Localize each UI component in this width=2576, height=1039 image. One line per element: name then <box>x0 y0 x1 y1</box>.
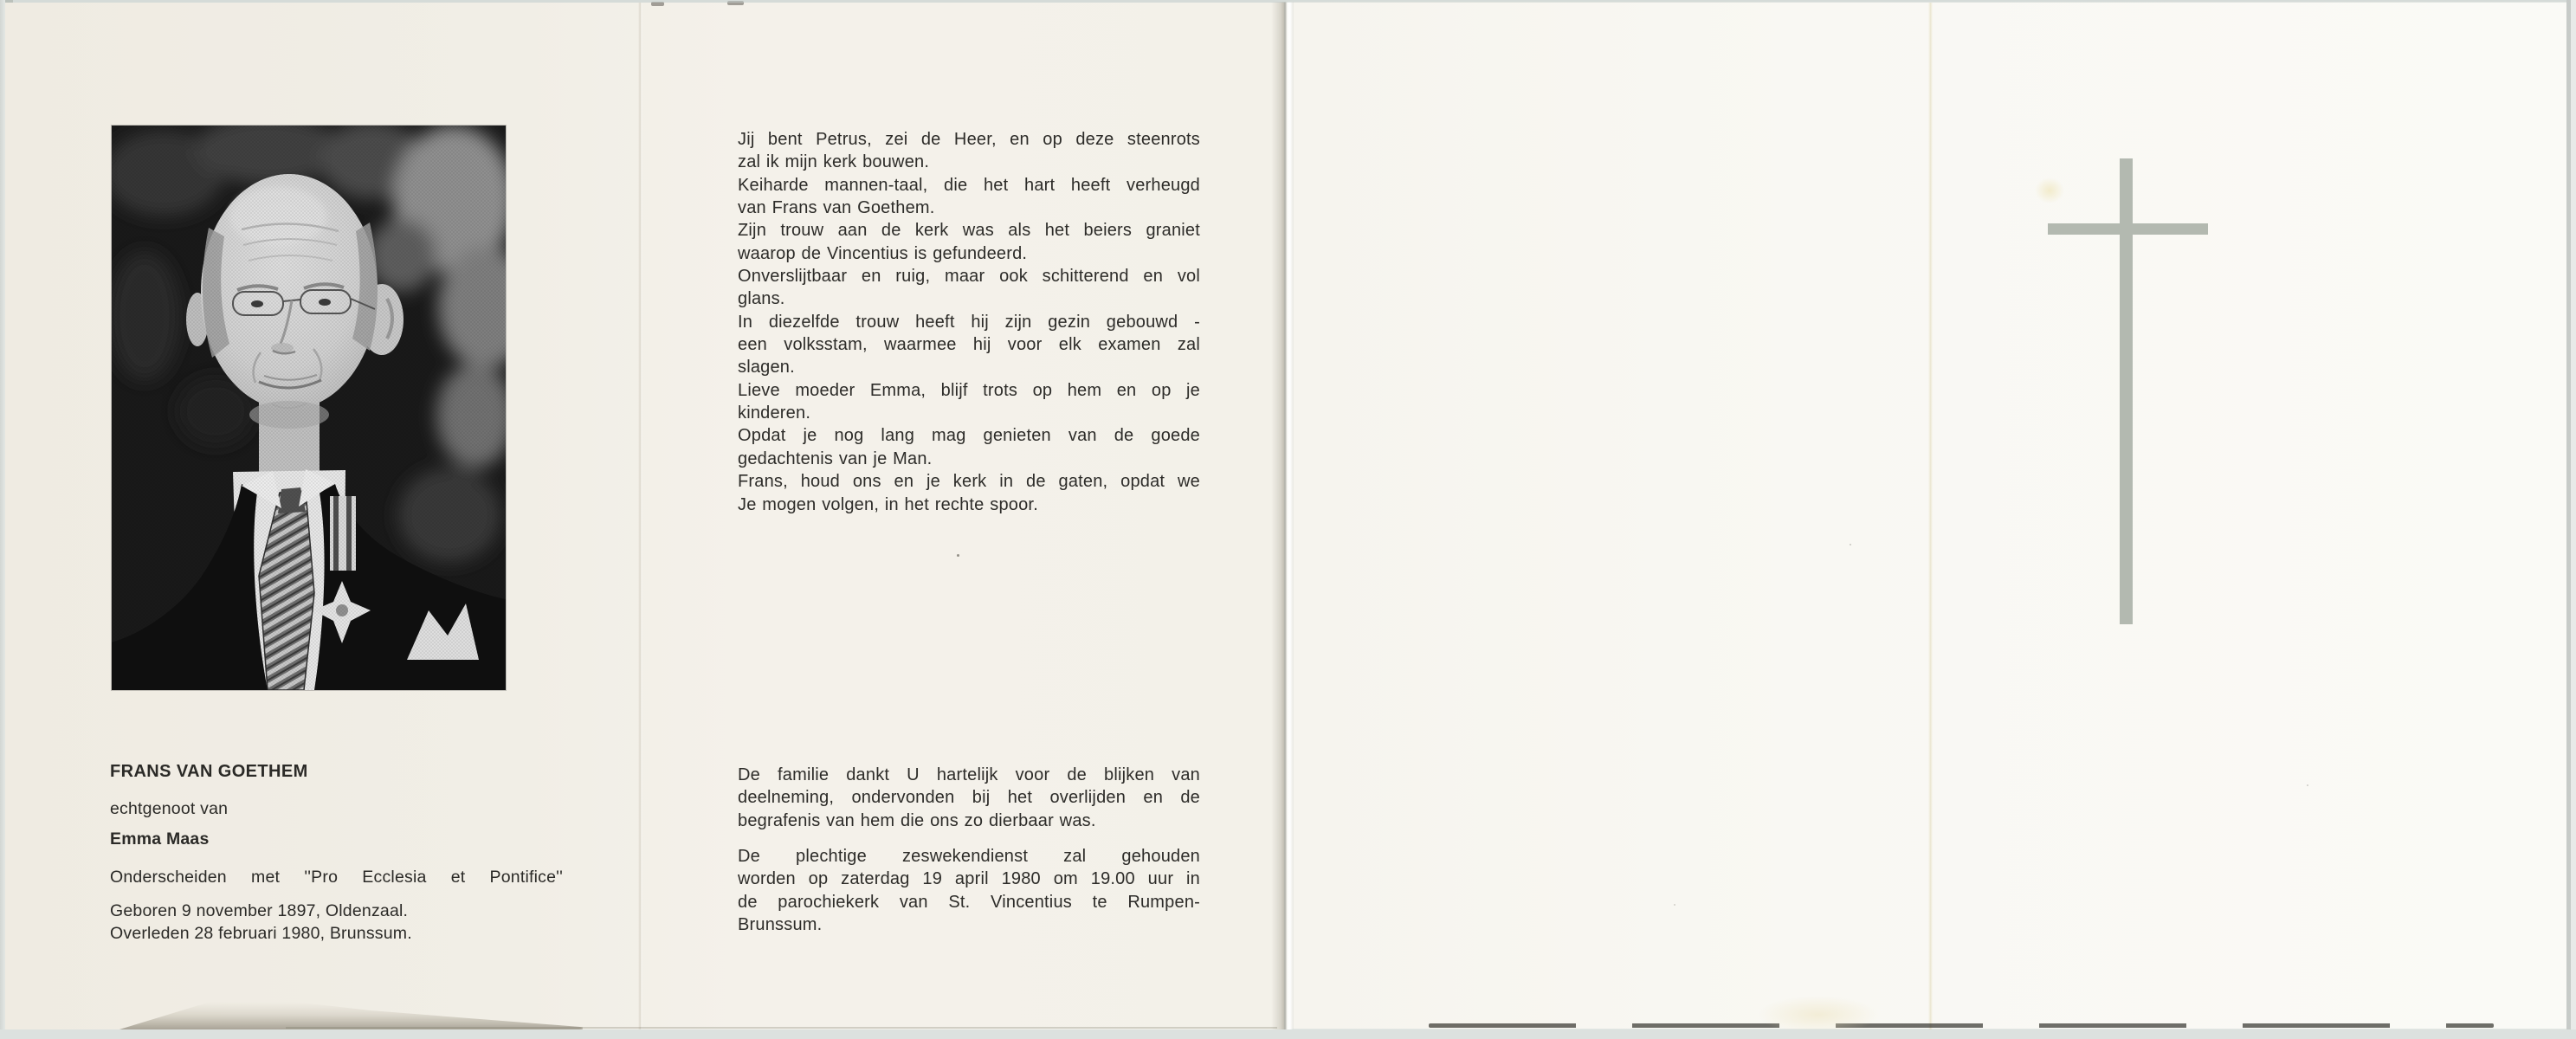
top-edge-mark <box>651 2 664 6</box>
text-line: begrafenis van hem die ons zo dierbaar was. <box>738 810 1096 830</box>
text-line: Brunssum. <box>738 915 823 935</box>
dust-speck <box>1674 904 1675 906</box>
honor-line: Onderscheiden met ''Pro Ecclesia et Pontifice'' <box>110 868 563 887</box>
top-edge-mark <box>727 1 744 5</box>
spouse-name: Emma Maas <box>110 829 210 849</box>
text-line: deelneming, ondervonden bij het overlijden en de <box>738 788 1200 808</box>
dust-speck <box>2307 784 2308 786</box>
text-line: Zijn trouw aan de kerk was als het beiers graniet <box>738 221 1200 241</box>
text-line: Jij bent Petrus, zei de Heer, en op deze steenrots <box>738 130 1200 149</box>
memorial-poem <box>738 128 1200 516</box>
relation-label: echtgenoot van <box>110 799 229 818</box>
text-line: Opdat je nog lang mag genieten van de goede <box>738 426 1200 446</box>
death-line: Overleden 28 februari 1980, Brunssum. <box>110 924 412 943</box>
text-line: Keiharde mannen-taal, die het hart heeft verheugd <box>738 175 1200 195</box>
text-line: van Frans van Goethem. <box>738 198 935 218</box>
text-line: Frans, houd ons en je kerk in de gaten, opdat we <box>738 472 1200 492</box>
text-line: De plechtige zeswekendienst zal gehouden <box>738 847 1200 866</box>
paper-stain <box>1758 996 1879 1034</box>
right-leaf <box>1290 2 2566 1029</box>
text-line: de parochiekerk van St. Vincentius te Rumpen- <box>738 892 1200 912</box>
dust-speck <box>957 554 959 557</box>
left-leaf <box>5 3 1284 1029</box>
text-line: een volksstam, waarmee hij voor elk examen zal <box>738 335 1200 355</box>
dust-speck <box>1850 544 1851 545</box>
text-line: slagen. <box>738 358 795 378</box>
text-line: gedachtenis van je Man. <box>738 449 933 468</box>
text-line: In diezelfde trouw heeft hij zijn gezin gebouwd - <box>738 312 1200 332</box>
text-line: Je mogen volgen, in het rechte spoor. <box>738 494 1038 514</box>
latin-cross-arm <box>2048 223 2208 235</box>
text-line: De familie dankt U hartelijk voor de blijken van <box>738 765 1200 784</box>
left-leaf-bottom-edge <box>286 1027 1277 1029</box>
text-line: Lieve moeder Emma, blijf trots op hem en op je <box>738 380 1200 400</box>
portrait-photo-art <box>112 126 506 690</box>
text-line: zal ik mijn kerk bouwen. <box>738 152 930 172</box>
scanner-edge-right <box>2566 0 2576 1039</box>
portrait-photo <box>112 126 506 690</box>
birth-line: Geboren 9 november 1897, Oldenzaal. <box>110 901 409 920</box>
text-line: waarop de Vincentius is gefundeerd. <box>738 243 1028 263</box>
paper-stain <box>2035 177 2064 203</box>
halftone-overlay <box>112 126 506 690</box>
service-announcement-paragraph <box>738 845 1200 936</box>
text-line: glans. <box>738 289 785 309</box>
text-line: kinderen. <box>738 403 811 423</box>
text-line: Onverslijtbaar en ruig, maar ook schitterend en vol <box>738 267 1200 287</box>
right-leaf-bottom-edge-shadow <box>1429 1023 2494 1028</box>
deceased-name: FRANS VAN GOETHEM <box>110 762 308 781</box>
acknowledgement-paragraph-1 <box>738 764 1200 832</box>
text-line: worden op zaterdag 19 april 1980 om 19.00 uur in <box>738 869 1200 889</box>
